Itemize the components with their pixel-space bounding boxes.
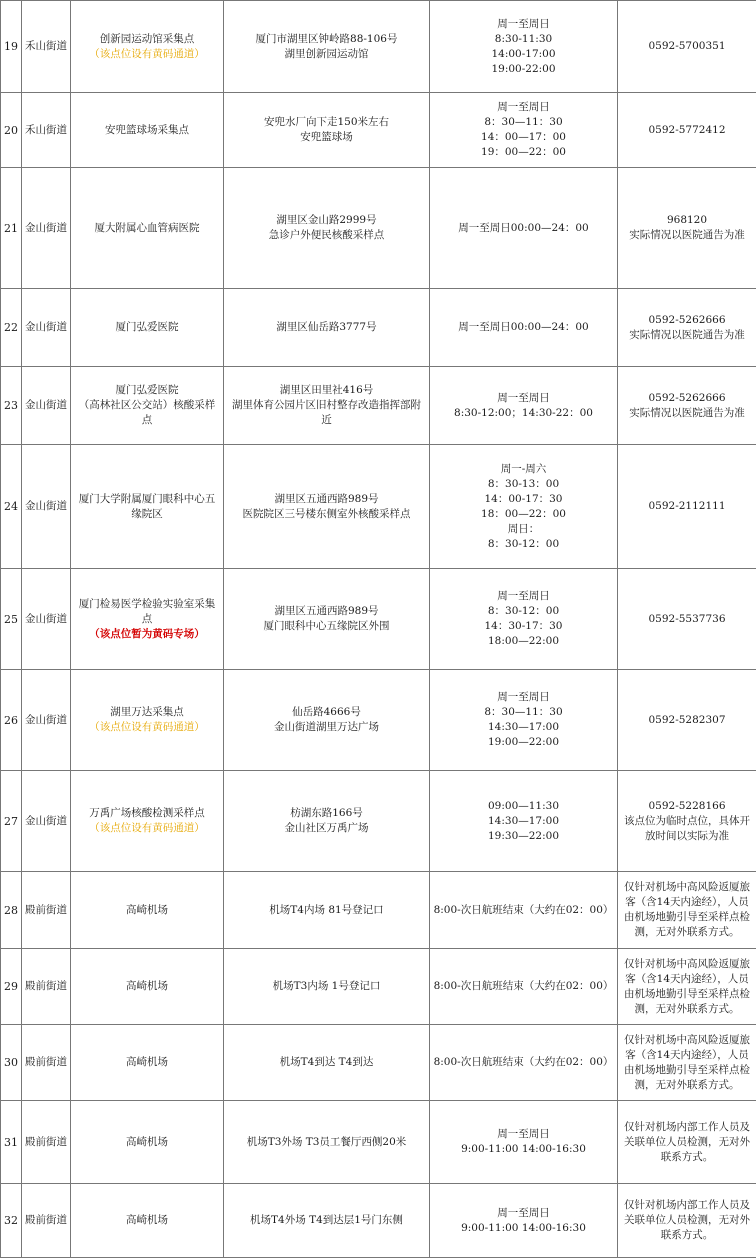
cell-line: 湖里区五通西路989号 <box>226 604 427 619</box>
cell-line: 点 <box>73 612 221 627</box>
cell-line: 厦门弘爱医院 <box>73 383 221 398</box>
cell-line: 湖里区五通西路989号 <box>226 492 427 507</box>
address-cell <box>224 1 430 93</box>
cell-line: 机场T3内场 1号登记口 <box>226 979 427 994</box>
cell-line: 8:00-次日航班结束（大约在02：00） <box>432 979 615 994</box>
cell-line: 14:30—17:00 <box>432 814 615 829</box>
row-number: 32 <box>1 1184 22 1258</box>
cell-line: 湖里万达采集点 <box>73 705 221 720</box>
site-note: （该点位设有黄码通道） <box>73 821 221 836</box>
cell-line: 8：30-13：00 <box>432 477 615 492</box>
cell-line: 0592-5262666 <box>620 313 754 328</box>
cell-line: 缘院区 <box>73 507 221 522</box>
contact-cell <box>618 93 756 168</box>
contact-cell <box>618 771 756 872</box>
cell-line: （高林社区公交站）核酸采样 <box>73 398 221 413</box>
cell-line: 周一至周日 <box>432 391 615 406</box>
cell-line: 厦门大学附属厦门眼科中心五 <box>73 492 221 507</box>
table-row <box>1 670 756 771</box>
table-row <box>1 569 756 670</box>
cell-line: 厦门检易医学检验实验室采集 <box>73 597 221 612</box>
cell-line: 测，无对外联系方式。 <box>620 1002 754 1017</box>
cell-line: 联系方式。 <box>620 1150 754 1165</box>
contact-cell <box>618 289 756 367</box>
site-name-cell <box>71 168 224 289</box>
cell-line: 机场T4内场 81号登记口 <box>226 903 427 918</box>
contact-cell <box>618 367 756 445</box>
address-cell <box>224 445 430 569</box>
cell-line: 周一至周日 <box>432 1127 615 1142</box>
cell-line: 仅针对机场中高风险返厦旅 <box>620 1033 754 1048</box>
cell-line: 8：30-12：00 <box>432 537 615 552</box>
cell-line: 急诊户外便民核酸采样点 <box>226 228 427 243</box>
cell-line: 周一至周日 <box>432 589 615 604</box>
cell-line: 仅针对机场内部工作人员及 <box>620 1120 754 1135</box>
cell-line: 机场T3外场 T3员工餐厅西侧20米 <box>226 1135 427 1150</box>
contact-cell <box>618 445 756 569</box>
cell-line: 机场T4外场 T4到达层1号门东侧 <box>226 1213 427 1228</box>
cell-line: 8:00-次日航班结束（大约在02：00） <box>432 1055 615 1070</box>
row-number: 22 <box>1 289 22 367</box>
street-cell: 金山街道 <box>22 367 71 445</box>
row-number: 23 <box>1 367 22 445</box>
cell-line: 客（含14天内途经），人员 <box>620 895 754 910</box>
site-name-cell <box>71 872 224 949</box>
cell-line: 周一至周日00:00—24：00 <box>432 221 615 236</box>
cell-line: 医院院区三号楼东侧室外核酸采样点 <box>226 507 427 522</box>
site-name-cell <box>71 93 224 168</box>
cell-line: 金山社区万禹广场 <box>226 821 427 836</box>
cell-line: 0592-5700351 <box>620 39 754 54</box>
cell-line: 0592-5537736 <box>620 612 754 627</box>
table-row <box>1 1025 756 1101</box>
street-cell: 金山街道 <box>22 289 71 367</box>
cell-line: 14：30-17：30 <box>432 619 615 634</box>
site-name-cell <box>71 771 224 872</box>
cell-line: 湖里区仙岳路3777号 <box>226 320 427 335</box>
contact-cell <box>618 670 756 771</box>
cell-line: 8：30-12：00 <box>432 604 615 619</box>
hours-cell <box>430 168 618 289</box>
street-cell: 殿前街道 <box>22 872 71 949</box>
cell-line: 安兜篮球场 <box>226 130 427 145</box>
cell-line: 8:30-12:00；14:30-22：00 <box>432 406 615 421</box>
hours-cell <box>430 1025 618 1101</box>
cell-line: 点 <box>73 413 221 428</box>
address-cell <box>224 569 430 670</box>
cell-line: 创新园运动馆采集点 <box>73 32 221 47</box>
table-row <box>1 1184 756 1258</box>
row-number: 27 <box>1 771 22 872</box>
cell-line: 0592-5262666 <box>620 391 754 406</box>
street-cell: 金山街道 <box>22 771 71 872</box>
cell-line: 0592-5282307 <box>620 713 754 728</box>
hours-cell <box>430 569 618 670</box>
cell-line: 18：00—22：00 <box>432 507 615 522</box>
row-number: 26 <box>1 670 22 771</box>
site-note: （该点位设有黄码通道） <box>73 720 221 735</box>
address-cell <box>224 872 430 949</box>
address-cell <box>224 1184 430 1258</box>
row-number: 30 <box>1 1025 22 1101</box>
hours-cell <box>430 289 618 367</box>
address-cell <box>224 1025 430 1101</box>
cell-line: 实际情况以医院通告为准 <box>620 228 754 243</box>
hours-cell <box>430 1101 618 1184</box>
contact-cell <box>618 949 756 1025</box>
row-number: 25 <box>1 569 22 670</box>
cell-line: 实际情况以医院通告为准 <box>620 328 754 343</box>
cell-line: 放时间以实际为准 <box>620 829 754 844</box>
cell-line: 仅针对机场中高风险返厦旅 <box>620 880 754 895</box>
street-cell: 金山街道 <box>22 670 71 771</box>
cell-line: 周一至周日00:00—24：00 <box>432 320 615 335</box>
hours-cell <box>430 445 618 569</box>
hours-cell <box>430 367 618 445</box>
cell-line: 14：00—17：00 <box>432 130 615 145</box>
cell-line: 高崎机场 <box>73 1135 221 1150</box>
address-cell <box>224 289 430 367</box>
address-cell <box>224 367 430 445</box>
cell-line: 测，无对外联系方式。 <box>620 925 754 940</box>
contact-cell <box>618 1101 756 1184</box>
cell-line: 14：00-17：30 <box>432 492 615 507</box>
table-row <box>1 872 756 949</box>
cell-line: 18:00—22:00 <box>432 634 615 649</box>
site-note: （该点位设有黄码通道） <box>73 47 221 62</box>
cell-line: 高崎机场 <box>73 979 221 994</box>
cell-line: 安兜篮球场采集点 <box>73 123 221 138</box>
cell-line: 仅针对机场内部工作人员及 <box>620 1198 754 1213</box>
table-row <box>1 168 756 289</box>
table-body <box>1 1 756 1258</box>
address-cell <box>224 168 430 289</box>
cell-line: 8：30—11：30 <box>432 705 615 720</box>
table-row <box>1 93 756 168</box>
cell-line: 仅针对机场中高风险返厦旅 <box>620 957 754 972</box>
cell-line: 8：30—11：30 <box>432 115 615 130</box>
cell-line: 09:00—11:30 <box>432 799 615 814</box>
street-cell: 殿前街道 <box>22 1025 71 1101</box>
cell-line: 9:00-11:00 14:00-16:30 <box>432 1221 615 1236</box>
cell-line: 8:30-11:30 <box>432 32 615 47</box>
cell-line: 19:00-22:00 <box>432 62 615 77</box>
site-name-cell <box>71 289 224 367</box>
cell-line: 由机场地勤引导至采样点检 <box>620 910 754 925</box>
street-cell: 金山街道 <box>22 569 71 670</box>
cell-line: 968120 <box>620 213 754 228</box>
cell-line: 周一至周日 <box>432 100 615 115</box>
cell-line: 高崎机场 <box>73 1213 221 1228</box>
contact-cell <box>618 1184 756 1258</box>
table-row <box>1 949 756 1025</box>
cell-line: 关联单位人员检测，无对外 <box>620 1135 754 1150</box>
contact-cell <box>618 1025 756 1101</box>
address-cell <box>224 93 430 168</box>
cell-line: 8:00-次日航班结束（大约在02：00） <box>432 903 615 918</box>
table-row <box>1 367 756 445</box>
cell-line: 湖里创新园运动馆 <box>226 47 427 62</box>
site-name-cell <box>71 1184 224 1258</box>
cell-line: 客（含14天内途经），人员 <box>620 1048 754 1063</box>
row-number: 20 <box>1 93 22 168</box>
cell-line: 厦门弘爱医院 <box>73 320 221 335</box>
cell-line: 测，无对外联系方式。 <box>620 1078 754 1093</box>
cell-line: 由机场地勤引导至采样点检 <box>620 1063 754 1078</box>
site-note: （该点位暂为黄码专场） <box>73 627 221 642</box>
cell-line: 14:00-17:00 <box>432 47 615 62</box>
cell-line: 枋湖东路166号 <box>226 806 427 821</box>
table-row <box>1 771 756 872</box>
hours-cell <box>430 670 618 771</box>
row-number: 31 <box>1 1101 22 1184</box>
cell-line: 仙岳路4666号 <box>226 705 427 720</box>
row-number: 19 <box>1 1 22 93</box>
cell-line: 高崎机场 <box>73 1055 221 1070</box>
cell-line: 由机场地勤引导至采样点检 <box>620 987 754 1002</box>
row-number: 21 <box>1 168 22 289</box>
contact-cell <box>618 872 756 949</box>
cell-line: 机场T4到达 T4到达 <box>226 1055 427 1070</box>
address-cell <box>224 670 430 771</box>
cell-line: 客（含14天内途经），人员 <box>620 972 754 987</box>
cell-line: 湖里体育公园片区旧村整存改造指挥部附 <box>226 398 427 413</box>
site-name-cell <box>71 949 224 1025</box>
cell-line: 万禹广场核酸检测采样点 <box>73 806 221 821</box>
cell-line: 湖里区金山路2999号 <box>226 213 427 228</box>
table-row <box>1 445 756 569</box>
site-name-cell <box>71 1 224 93</box>
cell-line: 周一-周六 <box>432 462 615 477</box>
cell-line: 19:00—22:00 <box>432 735 615 750</box>
site-name-cell <box>71 1101 224 1184</box>
cell-line: 9:00-11:00 14:00-16:30 <box>432 1142 615 1157</box>
contact-cell <box>618 1 756 93</box>
cell-line: 0592-5772412 <box>620 123 754 138</box>
cell-line: 该点位为临时点位，具体开 <box>620 814 754 829</box>
cell-line: 周一至周日 <box>432 690 615 705</box>
street-cell: 金山街道 <box>22 445 71 569</box>
hours-cell <box>430 93 618 168</box>
site-name-cell <box>71 670 224 771</box>
hours-cell <box>430 1184 618 1258</box>
cell-line: 联系方式。 <box>620 1228 754 1243</box>
address-cell <box>224 949 430 1025</box>
table-row <box>1 1 756 93</box>
street-cell: 殿前街道 <box>22 1101 71 1184</box>
cell-line: 安兜水厂向下走150米左右 <box>226 115 427 130</box>
street-cell: 金山街道 <box>22 168 71 289</box>
cell-line: 实际情况以医院通告为准 <box>620 406 754 421</box>
address-cell <box>224 771 430 872</box>
cell-line: 关联单位人员检测，无对外 <box>620 1213 754 1228</box>
hours-cell <box>430 872 618 949</box>
cell-line: 19:30—22:00 <box>432 829 615 844</box>
cell-line: 0592-2112111 <box>620 499 754 514</box>
table-row <box>1 1101 756 1184</box>
street-cell: 殿前街道 <box>22 1184 71 1258</box>
row-number: 28 <box>1 872 22 949</box>
address-cell <box>224 1101 430 1184</box>
cell-line: 周日： <box>432 522 615 537</box>
cell-line: 厦门市湖里区钟岭路88-106号 <box>226 32 427 47</box>
hours-cell <box>430 1 618 93</box>
cell-line: 湖里区田里社416号 <box>226 383 427 398</box>
row-number: 29 <box>1 949 22 1025</box>
cell-line: 金山街道湖里万达广场 <box>226 720 427 735</box>
street-cell: 殿前街道 <box>22 949 71 1025</box>
row-number: 24 <box>1 445 22 569</box>
street-cell: 禾山街道 <box>22 1 71 93</box>
hours-cell <box>430 949 618 1025</box>
cell-line: 周一至周日 <box>432 17 615 32</box>
cell-line: 周一至周日 <box>432 1206 615 1221</box>
cell-line: 厦门眼科中心五缘院区外围 <box>226 619 427 634</box>
cell-line: 14:30—17:00 <box>432 720 615 735</box>
cell-line: 19：00—22：00 <box>432 145 615 160</box>
cell-line: 高崎机场 <box>73 903 221 918</box>
table-row <box>1 289 756 367</box>
cell-line: 近 <box>226 413 427 428</box>
site-name-cell <box>71 1025 224 1101</box>
site-name-cell <box>71 569 224 670</box>
hours-cell <box>430 771 618 872</box>
cell-line: 0592-5228166 <box>620 799 754 814</box>
cell-line: 厦大附属心血管病医院 <box>73 221 221 236</box>
site-name-cell <box>71 445 224 569</box>
street-cell: 禾山街道 <box>22 93 71 168</box>
site-name-cell <box>71 367 224 445</box>
contact-cell <box>618 168 756 289</box>
contact-cell <box>618 569 756 670</box>
